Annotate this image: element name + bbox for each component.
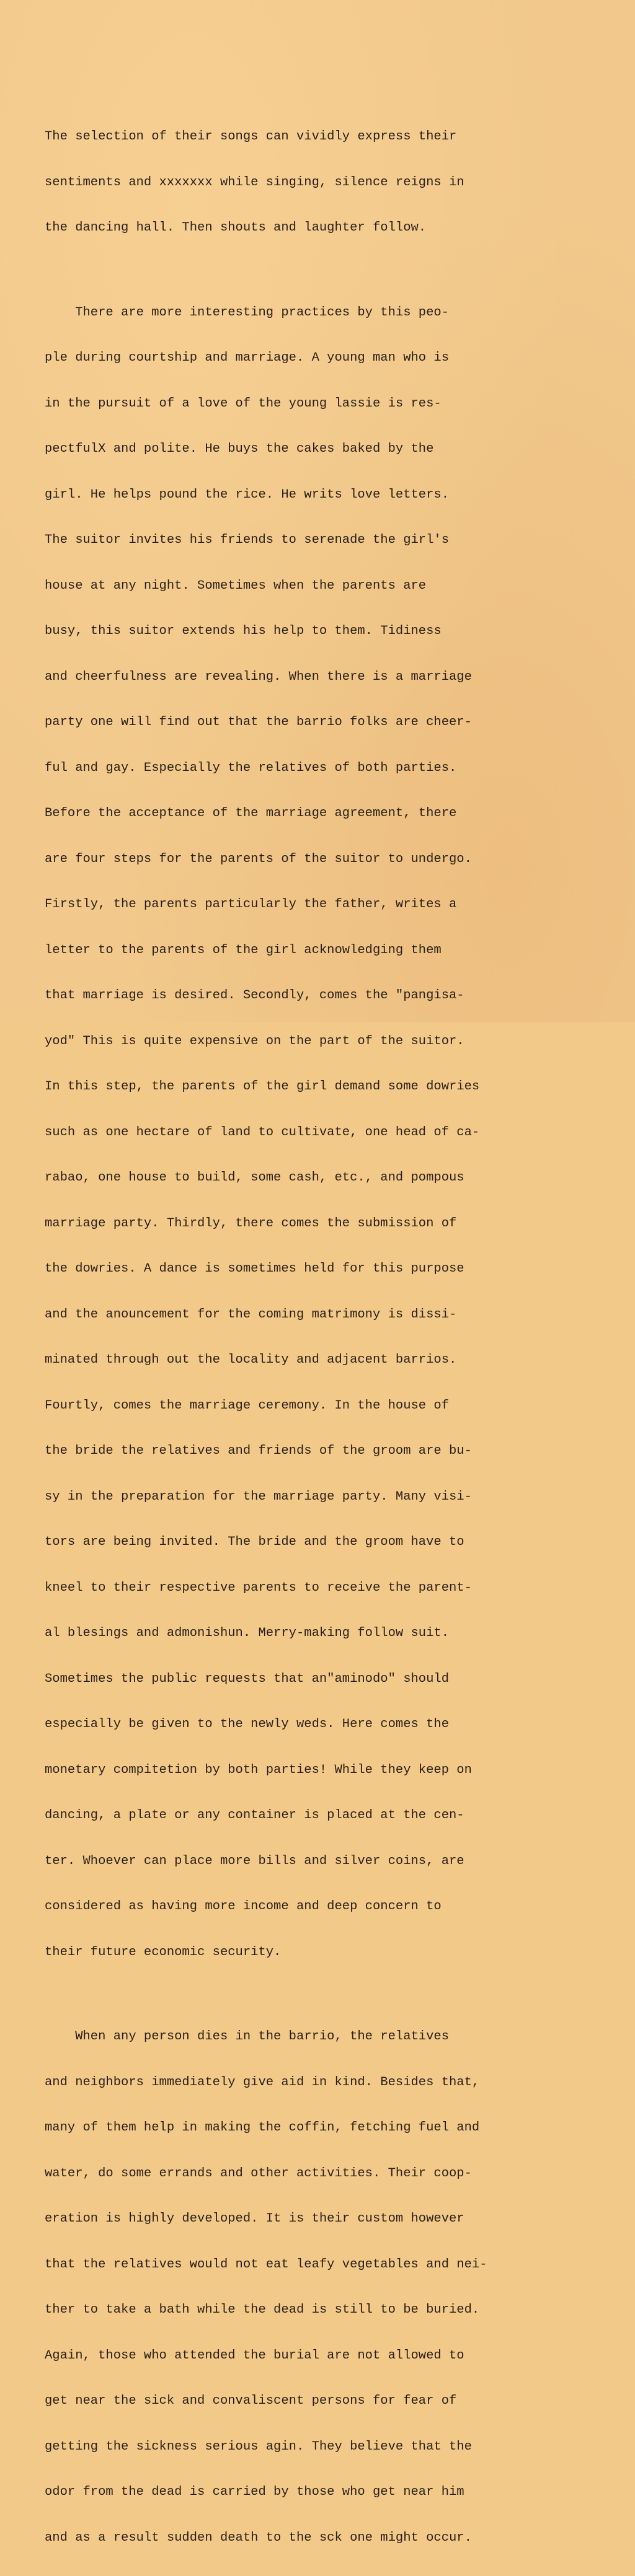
text-line: and neighbors immediately give aid in kind. Besides that, <box>45 2075 480 2090</box>
text-line: considered as having more income and deep concern to <box>45 1899 442 1914</box>
text-line: ple during courtship and marriage. A young man who is <box>45 351 450 365</box>
text-line: that the relatives would not eat leafy vegetables and nei- <box>45 2257 487 2272</box>
text-line: al blesings and admonishun. Merry-making follow suit. <box>45 1626 450 1640</box>
text-line: odor from the dead is carried by those who get near him <box>45 2485 464 2499</box>
text-line: and as a result sudden death to the sck one might occur. <box>45 2530 472 2545</box>
text-line: especially be given to the newly weds. Here comes the <box>45 1717 450 1731</box>
text-line: getting the sickness serious agin. They believe that the <box>45 2439 472 2454</box>
document-body <box>45 99 603 2576</box>
text-line: the dowries. A dance is sometimes held for this purpose <box>45 1262 464 1276</box>
text-line: marriage party. Thirdly, there comes the submission of <box>45 1216 457 1231</box>
text-line: house at any night. Sometimes when the parents are <box>45 578 427 593</box>
text-line: ter. Whoever can place more bills and silver coins, are <box>45 1853 464 1868</box>
text-line: rabao, one house to build, some cash, etc., and pompous <box>45 1171 464 1185</box>
text-line: The suitor invites his friends to serenade the girl's <box>45 533 450 547</box>
text-line: are four steps for the parents of the suitor to undergo. <box>45 851 472 866</box>
text-line: There are more interesting practices by this peo- <box>45 305 450 320</box>
text-line: girl. He helps pound the rice. He writs love letters. <box>45 487 450 502</box>
text-line: ther to take a bath while the dead is still to be buried. <box>45 2303 480 2317</box>
text-line: the dancing hall. Then shouts and laughter follow. <box>45 221 427 235</box>
text-line: their future economic security. <box>45 1945 282 1959</box>
text-line: Fourtly, comes the marriage ceremony. In the house of <box>45 1398 450 1413</box>
text-line: ful and gay. Especially the relatives of both parties. <box>45 760 457 775</box>
text-line: monetary compitetion by both parties! While they keep on <box>45 1762 472 1777</box>
text-line: When any person dies in the barrio, the relatives <box>45 2029 450 2044</box>
text-line: yod" This is quite expensive on the part of the suitor. <box>45 1034 464 1048</box>
text-line: sentiments and xxxxxxx while singing, silence reigns in <box>45 175 464 190</box>
text-line: tors are being invited. The bride and the groom have to <box>45 1535 464 1549</box>
text-line: such as one hectare of land to cultivate, one head of ca- <box>45 1125 480 1140</box>
text-line: Firstly, the parents particularly the father, writes a <box>45 897 457 912</box>
text-line: In this step, the parents of the girl demand some dowries <box>45 1079 480 1094</box>
text-line: letter to the parents of the girl acknowledging them <box>45 943 442 957</box>
text-line: party one will find out that the barrio folks are cheer- <box>45 715 472 729</box>
text-line: pectfulX and polite. He buys the cakes baked by the <box>45 442 434 456</box>
text-line: Before the acceptance of the marriage agreement, there <box>45 806 457 820</box>
text-line: and the anouncement for the coming matrimony is dissi- <box>45 1307 457 1322</box>
text-line: eration is highly developed. It is their custom however <box>45 2212 464 2226</box>
text-line: many of them help in making the coffin, fetching fuel and <box>45 2121 480 2135</box>
text-line: sy in the preparation for the marriage party. Many visi- <box>45 1489 472 1504</box>
paragraph-songs <box>45 99 603 266</box>
text-line: Sometimes the public requests that an"aminodo" should <box>45 1671 450 1686</box>
text-line: minated through out the locality and adjacent barrios. <box>45 1353 457 1367</box>
text-line: water, do some errands and other activities. Their coop- <box>45 2166 472 2181</box>
text-line: dancing, a plate or any container is placed at the cen- <box>45 1808 464 1822</box>
text-line: in the pursuit of a love of the young lassie is res- <box>45 396 442 411</box>
text-line: The selection of their songs can vividly express their <box>45 130 457 144</box>
text-line: get near the sick and convaliscent persons for fear of <box>45 2394 457 2408</box>
text-line: the bride the relatives and friends of the groom are bu- <box>45 1444 472 1458</box>
paragraph-courtship <box>45 275 603 1991</box>
text-line: Again, those who attended the burial are not allowed to <box>45 2348 464 2363</box>
text-line: busy, this suitor extends his help to them. Tidiness <box>45 624 442 638</box>
paragraph-death-customs <box>45 1999 603 2576</box>
text-line: and cheerfulness are revealing. When there is a marriage <box>45 669 472 684</box>
text-line: that marriage is desired. Secondly, comes the "pangisa- <box>45 988 464 1003</box>
text-line: kneel to their respective parents to receive the parent- <box>45 1580 472 1595</box>
